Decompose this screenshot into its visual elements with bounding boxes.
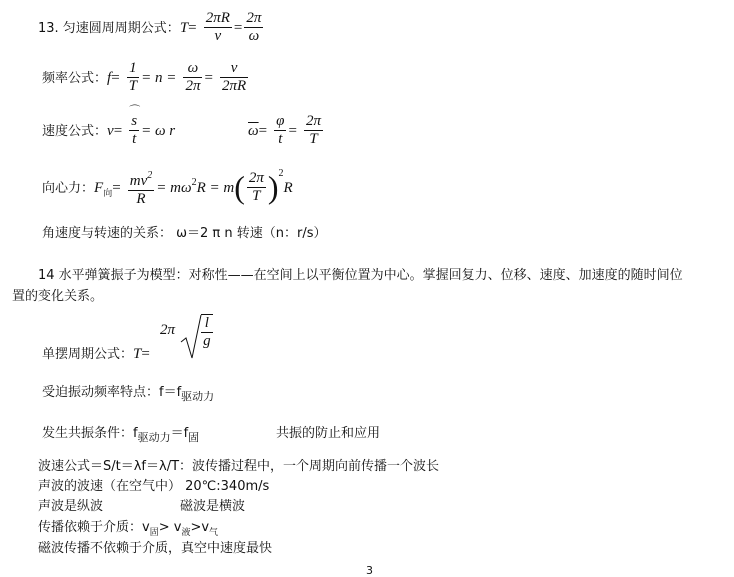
item-14-line1: 14 水平弹簧振子为模型：对称性——在空间上以平衡位置为中心。掌握回复力、位移、速度、加速度的随时间位 — [38, 268, 683, 283]
fraction: $\frac{2\pi}{\omega}$ — [246, 10, 262, 44]
fraction: $\frac{mv^2}{R}$ — [128, 167, 155, 208]
formula-speed: 速度公式：v= ⌒ s t = ω r — [42, 105, 176, 147]
formula-13-period: 13. 匀速圆周周期公式：T= $\frac{2\pi R}{v}$ = $\frac{2\pi}{\omega}$ — [38, 10, 262, 44]
centripetal-label: 向心力： — [42, 181, 95, 196]
item-14-line2: 置的变化关系。 — [12, 289, 104, 304]
formula-angular-velocity: $\overline{\omega}=$ $\frac{\varphi}{t}$ = $\frac{2\pi}{T}$ — [248, 113, 322, 147]
page-number: 3 — [366, 564, 373, 577]
arc-mark: ⌒ — [129, 105, 141, 117]
speed-label: 速度公式： — [42, 124, 108, 139]
fraction: $\frac{2\pi}{T}$ — [248, 170, 264, 204]
radical-sign-icon — [180, 314, 202, 360]
pendulum-label: 单摆周期公式： — [42, 347, 134, 362]
formula-centripetal: 向心力：$F_向=$ $\frac{mv^2}{R}$ = $m\omega^2R = m$( $\frac{2\pi}{T}$ )$^2$R — [42, 168, 293, 207]
formula-13-T: T — [179, 20, 189, 36]
resonance-condition: 发生共振条件：$f_{驱动力}=f_固$ — [42, 426, 200, 444]
sound-speed: 声波的波速（在空气中） 20℃:340m/s — [38, 479, 270, 494]
em-transverse: 磁波是横波 — [180, 499, 246, 514]
fraction: $\frac{l}{g}$ — [203, 315, 211, 349]
formula-frequency: 频率公式：f= $\frac{1}{T}$ = n = $\frac{\omega}{2\pi}$ = $\frac{v}{2\pi R}$ — [42, 60, 247, 94]
fraction: $\frac{\varphi}{t}$ — [276, 113, 285, 147]
sound-longitudinal: 声波是纵波 — [38, 499, 104, 514]
fraction: ⌒ s t — [129, 105, 141, 147]
forced-vibration: 受迫振动频率特点：$f=f_{驱动力}$ — [42, 385, 215, 403]
fraction: $\frac{\omega}{2\pi}$ — [185, 60, 201, 94]
fraction: $\frac{1}{T}$ — [128, 60, 138, 94]
resonance-applications: 共振的防止和应用 — [276, 426, 381, 441]
formula-pendulum: 单摆周期公式：T= — [42, 346, 150, 362]
pendulum-root: 2π $\frac{l}{g}$ — [160, 314, 215, 360]
wave-speed-formula: 波速公式＝S/t＝λf＝λ/T：波传播过程中，一个周期向前传播一个波长 — [38, 459, 440, 474]
fraction: $\frac{2\pi R}{v}$ — [205, 10, 230, 44]
frequency-label: 频率公式： — [42, 71, 108, 86]
angular-speed-relation: 角速度与转速的关系： ω＝2 π n 转速（n：r/s） — [42, 226, 327, 241]
omega-bar: $\overline{\omega}$ — [248, 123, 259, 139]
medium-dependence: 传播依赖于介质：$v_固> v_液>v_气$ — [38, 520, 219, 538]
em-wave-vacuum: 磁波传播不依赖于介质，真空中速度最快 — [38, 541, 273, 556]
formula-13-label: 13. 匀速圆周周期公式： — [38, 21, 180, 36]
fraction: $\frac{2\pi}{T}$ — [306, 113, 322, 147]
fraction: $\frac{v}{2\pi R}$ — [222, 60, 247, 94]
